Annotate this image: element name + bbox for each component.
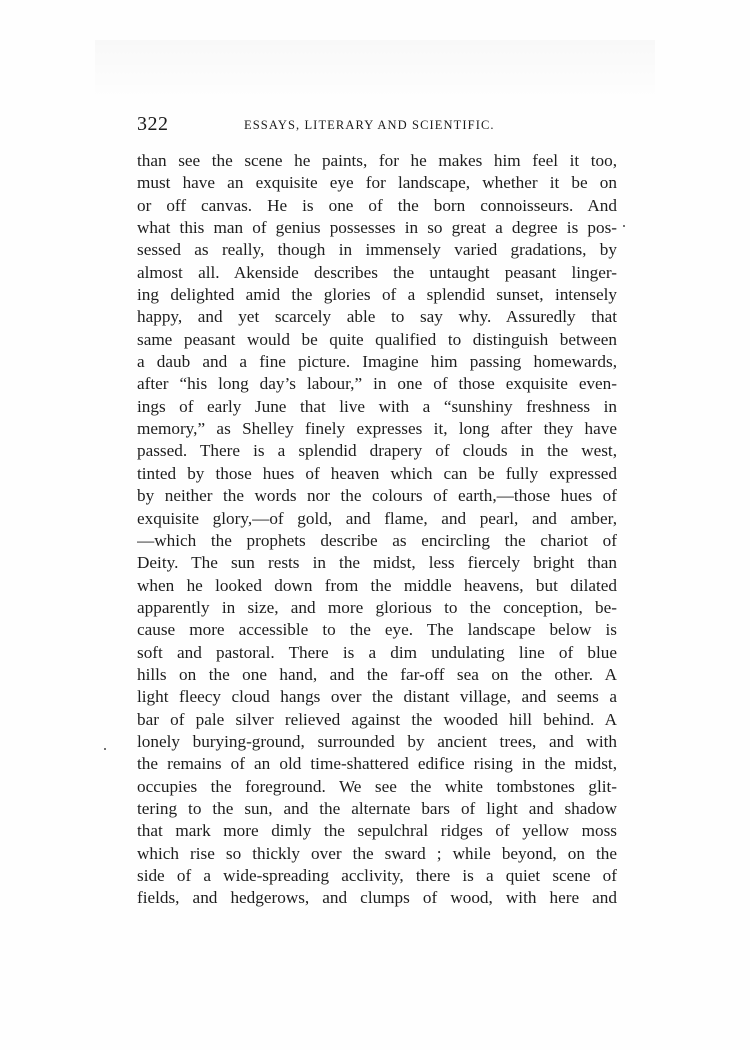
running-header [137,113,617,139]
text-line: that mark more dimly the sepulchral ridges of yellow moss [137,821,617,841]
text-line: tering to the sun, and the alternate bars of light and shadow [137,798,617,818]
text-line: which rise so thickly over the sward ; while beyond, on the [137,843,617,863]
text-line: ings of early June that live with a “sunshiny freshness in [137,396,617,416]
text-line: sessed as really, though in immensely varied gradations, by [137,240,617,260]
text-line: same peasant would be quite qualified to distinguish between [137,329,617,349]
text-line: hills on the one hand, and the far-off sea on the other. A [137,664,617,684]
text-line: light fleecy cloud hangs over the distant village, and seems a [137,687,617,707]
scan-shading [95,40,655,100]
text-line: —which the prophets describe as encircling the chariot of [137,530,617,550]
text-line: tinted by those hues of heaven which can be fully expressed [137,463,617,483]
text-line: apparently in size, and more glorious to the conception, be- [137,597,617,617]
text-line: by neither the words nor the colours of earth,—those hues of [137,486,617,506]
running-title: ESSAYS, LITERARY AND SCIENTIFIC. [244,118,495,132]
text-line: occupies the foreground. We see the white tombstones glit- [137,776,617,796]
text-line: cause more accessible to the eye. The landscape below is [137,620,617,640]
text-line: soft and pastoral. There is a dim undulating line of blue [137,642,617,662]
page-number: 322 [137,113,169,135]
text-line: what this man of genius possesses in so great a degree is pos- [137,218,617,238]
text-line: ing delighted amid the glories of a splendid sunset, intensely [137,285,617,305]
text-line: a daub and a fine picture. Imagine him passing homewards, [137,352,617,372]
text-line: side of a wide-spreading acclivity, there is a quiet scene of [137,866,617,885]
text-line: lonely burying-ground, surrounded by ancient trees, and with [137,731,617,751]
text-line: when he looked down from the middle heavens, but dilated [137,575,617,595]
text-line: or off canvas. He is one of the born connoisseurs. And [137,195,617,215]
text-line: bar of pale silver relieved against the wooded hill behind. A [137,709,617,729]
print-speck [623,225,625,227]
text-line: fields, and hedgerows, and clumps of wood, with here and [137,888,617,908]
text-line: the remains of an old time-shattered edifice rising in the midst, [137,754,617,774]
text-line: exquisite glory,—of gold, and flame, and pearl, and amber, [137,508,617,528]
text-line: must have an exquisite eye for landscape, whether it be on [137,173,617,193]
text-line: happy, and yet scarcely able to say why. Assuredly that [137,307,617,327]
text-line: almost all. Akenside describes the untaught peasant linger- [137,262,617,282]
body-text [137,150,617,910]
text-line: memory,” as Shelley finely expresses it, long after they have [137,419,617,439]
print-speck [104,748,106,750]
text-line: than see the scene he paints, for he makes him feel it too, [137,151,617,170]
text-line: after “his long day’s labour,” in one of those exquisite even- [137,374,617,394]
text-line: passed. There is a splendid drapery of clouds in the west, [137,441,617,461]
text-line: Deity. The sun rests in the midst, less fiercely bright than [137,553,617,573]
